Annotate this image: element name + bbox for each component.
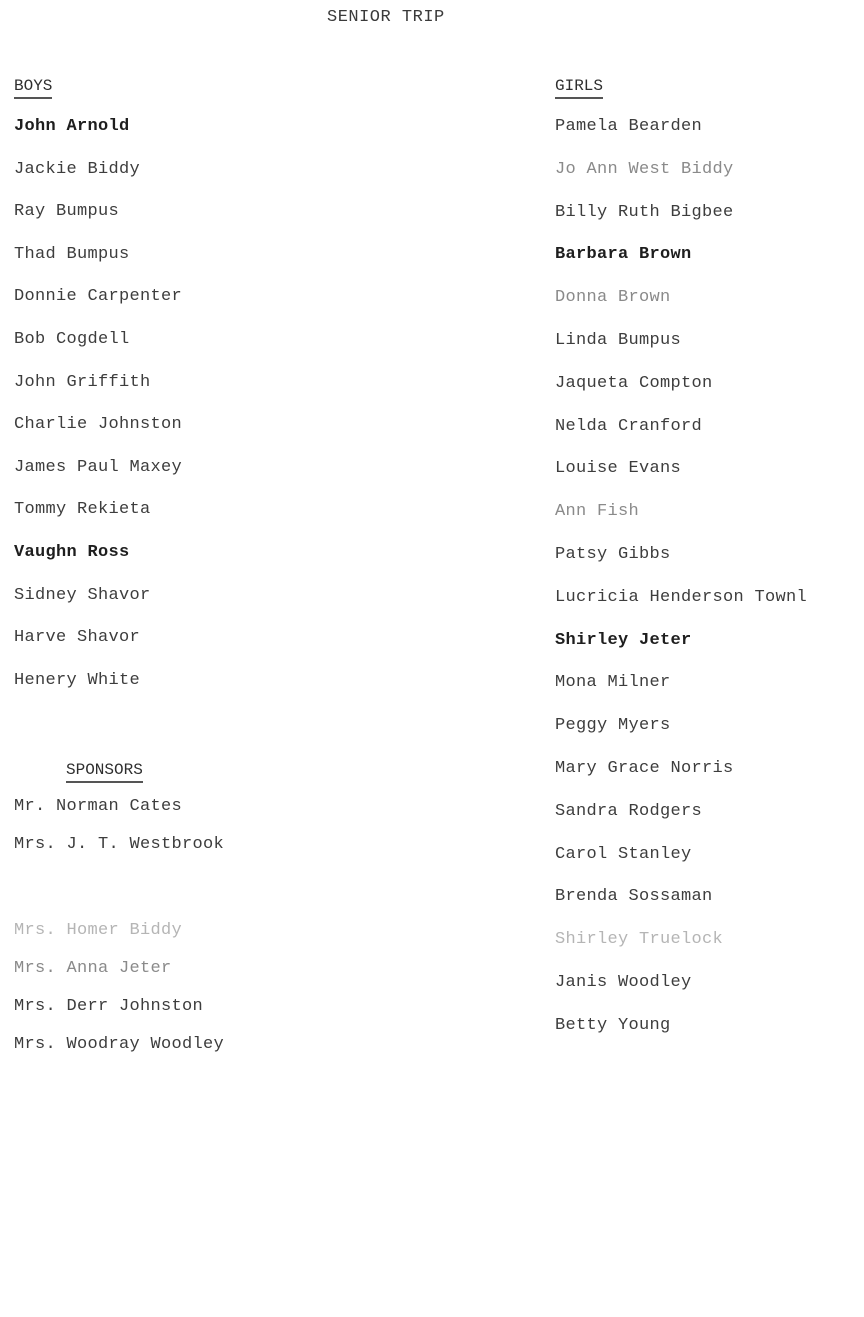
list-item: Pamela Bearden — [555, 117, 703, 136]
page-title: SENIOR TRIP — [327, 8, 445, 27]
sponsors-list — [14, 797, 224, 1073]
list-item: Ray Bumpus — [14, 202, 120, 222]
list-item: Mrs. J. T. Westbrook — [14, 835, 225, 854]
girls-heading: GIRLS — [555, 76, 603, 99]
boys-column — [14, 76, 182, 713]
list-item: Mrs. Homer Biddy — [14, 921, 183, 940]
list-item: Henery White — [14, 670, 141, 690]
list-item: Mrs. Woodray Woodley — [14, 1035, 225, 1054]
list-item: Thad Bumpus — [14, 244, 130, 264]
list-item: Sidney Shavor — [14, 585, 151, 605]
list-item: Vaughn Ross — [14, 542, 130, 562]
list-item: Mrs. Anna Jeter — [14, 959, 172, 978]
list-item: Peggy Myers — [555, 716, 671, 736]
list-item: Linda Bumpus — [555, 330, 682, 350]
list-item: Charlie Johnston — [14, 415, 183, 435]
list-item: James Paul Maxey — [14, 457, 183, 477]
list-item: Mrs. Derr Johnston — [14, 997, 204, 1016]
list-item: Jo Ann West Biddy — [555, 159, 734, 179]
list-item: Jaqueta Compton — [555, 373, 713, 393]
list-item: Carol Stanley — [555, 844, 692, 864]
list-item: John Griffith — [14, 372, 151, 392]
list-item: Lucricia Henderson Townl — [555, 587, 808, 607]
list-item: Betty Young — [555, 1015, 671, 1035]
list-item: Brenda Sossaman — [555, 887, 713, 907]
list-item: Barbara Brown — [555, 245, 692, 265]
list-item: Ann Fish — [555, 502, 640, 522]
girls-list — [555, 117, 807, 1059]
list-item: Shirley Truelock — [555, 930, 724, 950]
list-item: Shirley Jeter — [555, 630, 692, 650]
sponsors-heading: SPONSORS — [66, 760, 143, 783]
list-item: Jackie Biddy — [14, 159, 141, 179]
girls-column — [555, 76, 807, 1059]
list-item: Bob Cogdell — [14, 329, 130, 349]
sponsors-column — [14, 760, 224, 1073]
list-item: Tommy Rekieta — [14, 500, 151, 520]
list-item: Patsy Gibbs — [555, 544, 671, 564]
list-item: Sandra Rodgers — [555, 801, 703, 821]
list-item: Donnie Carpenter — [14, 287, 183, 307]
list-item: Mona Milner — [555, 673, 671, 693]
list-item: Donna Brown — [555, 288, 671, 308]
list-item: Harve Shavor — [14, 628, 141, 648]
list-item: Mr. Norman Cates — [14, 797, 183, 816]
list-item: Nelda Cranford — [555, 416, 703, 436]
boys-heading: BOYS — [14, 76, 52, 99]
list-item: John Arnold — [14, 117, 130, 136]
list-item: Mary Grace Norris — [555, 758, 734, 778]
list-item: Janis Woodley — [555, 972, 692, 992]
list-item: Louise Evans — [555, 459, 682, 479]
boys-list — [14, 117, 182, 713]
list-item: Billy Ruth Bigbee — [555, 202, 734, 222]
